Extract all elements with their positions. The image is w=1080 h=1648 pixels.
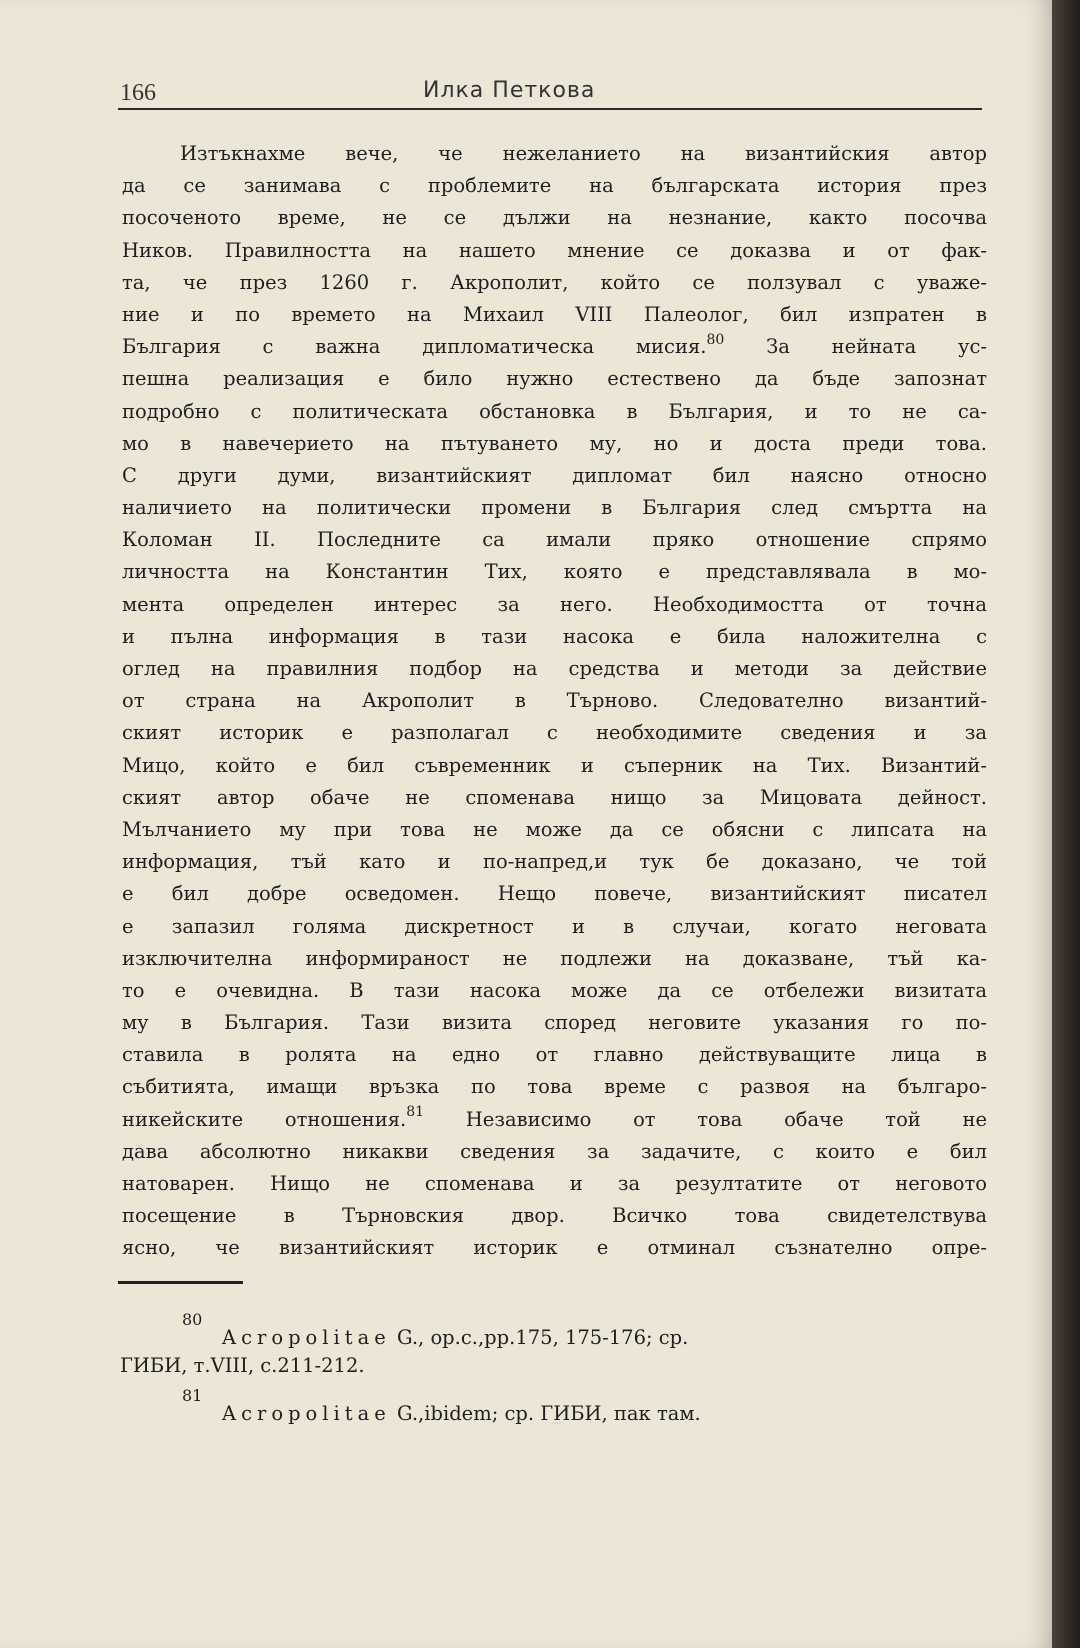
text-line: посоченото време, не се дължи на незнание, както посочва [122, 206, 987, 230]
running-head [118, 78, 982, 110]
footnote-81 [118, 1386, 983, 1426]
footnote-ref-81[interactable]: 81 [406, 1104, 425, 1121]
text-line: му в България. Тази визита според неговите указания го по- [122, 1011, 987, 1035]
text-line: та, че през 1260 г. Акрополит, който се ползувал с уваже- [122, 270, 987, 294]
text-line: е запазил голяма дискретност и в случаи, когато неговата [122, 914, 987, 938]
text-line: подробно с политическата обстановка в България, и то не са- [122, 399, 987, 423]
page-number: 166 [120, 80, 156, 106]
footnote-number: 81 [182, 1386, 203, 1405]
footnote-text [222, 1322, 688, 1354]
text-line: Ников. Правилността на нашето мнение се доказва и от фак- [122, 238, 987, 262]
footnote-citation: G.,ibidem; ср. ГИБИ, пак там. [396, 1402, 701, 1425]
text-line: то е очевидна. В тази насока може да се отбележи визитата [122, 978, 987, 1002]
footnote-text [222, 1398, 701, 1430]
text-line: е бил добре осведомен. Нещо повече, византийският писател [122, 882, 987, 906]
text-segment: никейските отношения. [122, 1107, 407, 1131]
text-line: и пълна информация в тази насока е била наложителна с [122, 624, 987, 648]
text-line: мента определен интерес за него. Необходимостта от точна [122, 592, 987, 616]
footnote-divider [118, 1281, 243, 1284]
text-line: посещение в Търновския двор. Всичко това свидетелствува [122, 1204, 987, 1228]
page-edge [1052, 0, 1080, 1648]
text-line: личността на Константин Тих, която е представлявала в мо- [122, 560, 987, 584]
text-line: от страна на Акрополит в Търново. Следователно византий- [122, 689, 987, 713]
text-line: Мълчанието му при това не може да се обясни с липсата на [122, 817, 987, 841]
text-line: изключителна информираност не подлежи на доказване, тъй ка- [122, 946, 987, 970]
text-line: Коломан II. Последните са имали пряко отношение спрямо [122, 528, 987, 552]
text-line: оглед на правилния подбор на средства и методи за действие [122, 657, 987, 680]
footnote-ref-80[interactable]: 80 [706, 331, 725, 348]
text-line: ският автор обаче не споменава нищо за Мицовата дейност. [122, 785, 987, 809]
running-head-author: Илка Петкова [423, 78, 596, 103]
text-line: С други думи, византийският дипломат бил наясно относно [122, 463, 987, 487]
footnote-author: Acropolitae [222, 1402, 391, 1425]
text-line: наличието на политически промени в България след смъртта на [122, 496, 987, 520]
body-text [122, 138, 987, 1265]
footnote-80 [118, 1310, 983, 1350]
footnote-author: Acropolitae [222, 1326, 391, 1349]
text-line: пешна реализация е било нужно естествено да бъде запознат [122, 367, 987, 391]
text-line: мо в навечерието на пътуването му, но и доста преди това. [122, 431, 987, 455]
text-line: ският историк е разполагал с необходимите сведения и за [122, 721, 987, 745]
text-line: ставила в ролята на едно от главно действуващите лица в [122, 1043, 987, 1067]
text-line: натоварен. Нищо не споменава и за резултатите от неговото [122, 1172, 987, 1195]
text-line-with-footnote-81 [122, 1104, 987, 1136]
text-line: събитията, имащи връзка по това време с развоя на българо- [122, 1075, 987, 1099]
text-line: дава абсолютно никакви сведения за задачите, с които е бил [122, 1139, 987, 1163]
text-segment: Независимо от това обаче той не [465, 1107, 987, 1131]
footnote-citation: G., op.c.,pp.175, 175-176; ср. [396, 1326, 689, 1349]
text-line: Изтъкнахме вече, че нежеланието на византийския автор [180, 142, 987, 165]
footnote-80-continuation: ГИБИ, т.VIII, с.211-212. [120, 1354, 365, 1377]
footnotes [118, 1310, 983, 1426]
text-line: Мицо, който е бил съвременник и съперник на Тих. Византий- [122, 753, 987, 777]
text-line: да се занимава с проблемите на българската история през [122, 174, 987, 198]
footnote-number: 80 [182, 1310, 203, 1329]
text-line: информация, тъй като и по-напред,и тук бе доказано, че той [122, 850, 987, 874]
text-line-with-footnote-80 [122, 331, 987, 363]
text-segment: България с важна дипломатическа мисия. [122, 335, 707, 359]
text-line: ние и по времето на Михаил VIII Палеолог, бил изпратен в [122, 302, 987, 326]
text-segment: За нейната ус- [766, 335, 987, 359]
text-line: ясно, че византийският историк е отминал съзнателно опре- [122, 1236, 987, 1260]
